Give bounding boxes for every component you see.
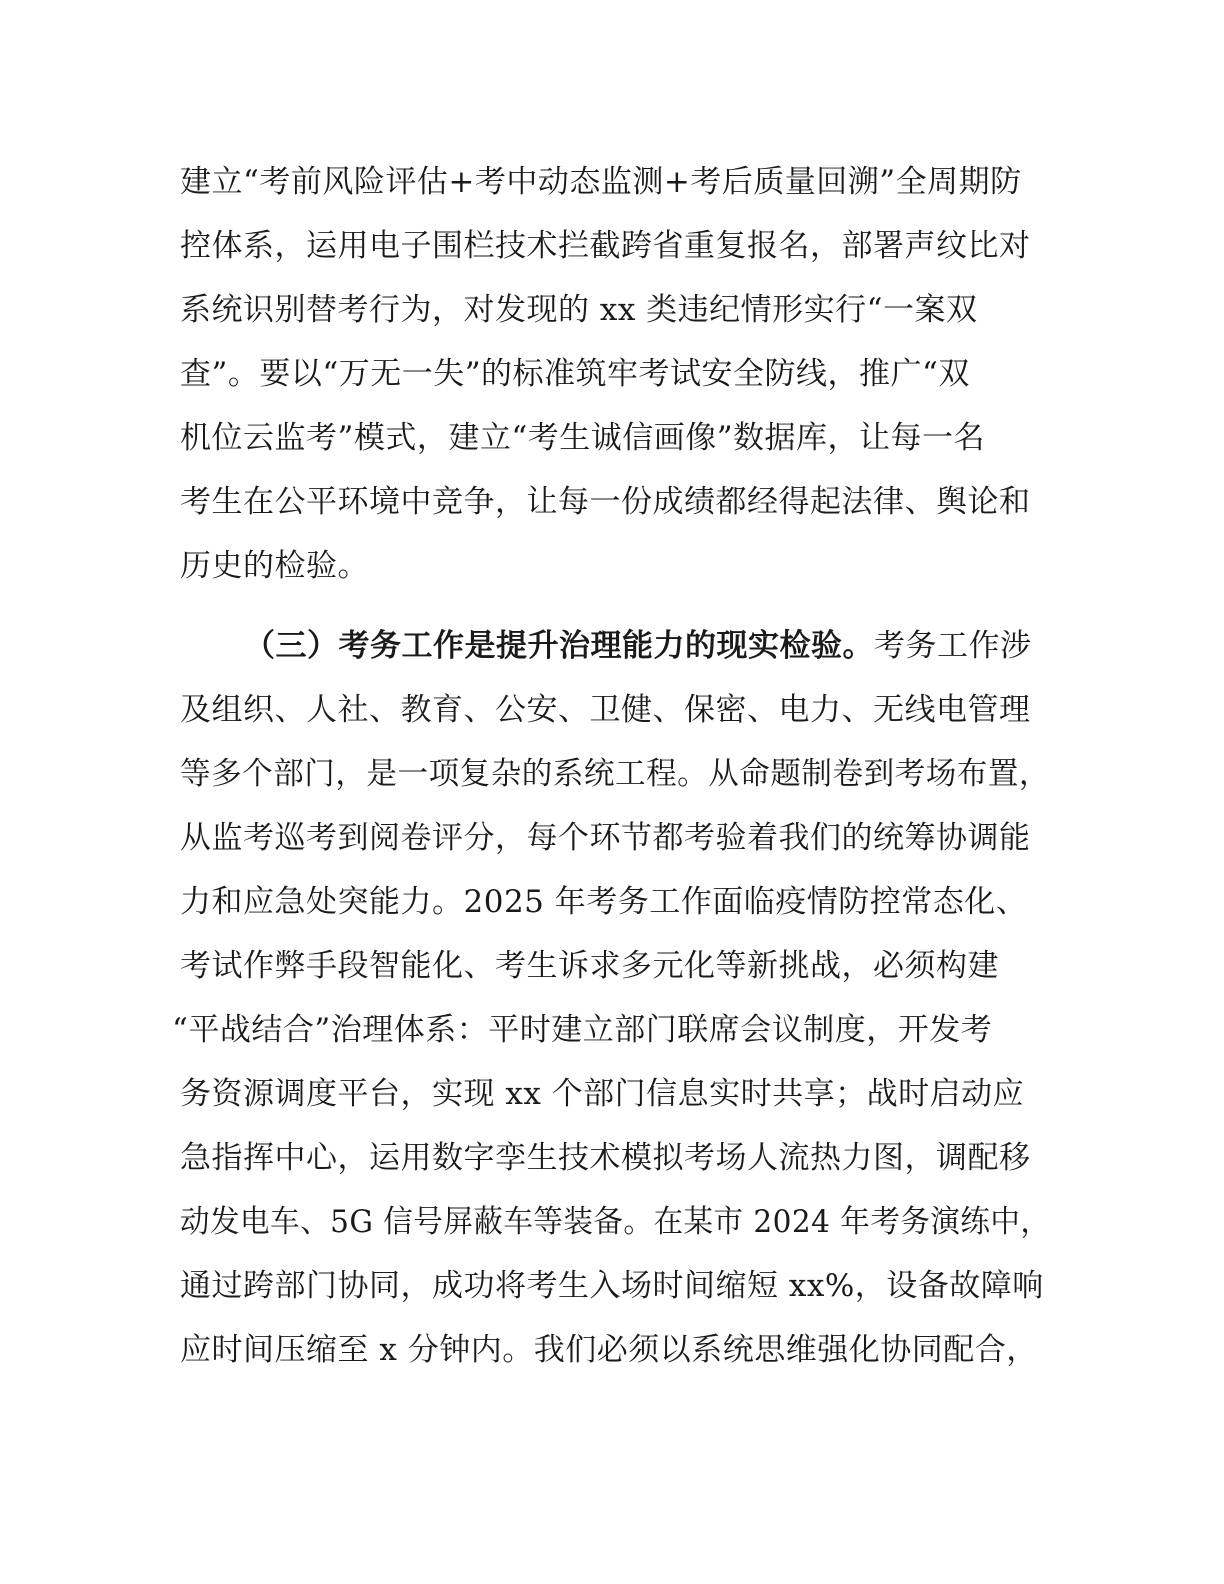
- paragraph2-line-5: 力和应急处突能力。2025 年考务工作面临疫情防控常态化、: [180, 884, 1028, 920]
- section-heading: （三）考务工作是提升治理能力的现实检验。: [244, 628, 874, 664]
- paragraph1-line-5: 机位云监考”模式，建立“考生诚信画像”数据库，让每一名: [180, 420, 986, 456]
- paragraph1-line-3: 系统识别替考行为，对发现的 xx 类违纪情形实行“一案双: [180, 292, 978, 328]
- paragraph2-line-6: 考试作弊手段智能化、考生诉求多元化等新挑战，必须构建: [180, 948, 999, 984]
- paragraph2-line-11: 通过跨部门协同，成功将考生入场时间缩短 xx%，设备故障响: [180, 1268, 1044, 1304]
- paragraph2-line-12: 应时间压缩至 x 分钟内。我们必须以系统思维强化协同配合，: [180, 1332, 1038, 1368]
- paragraph1-line-4: 查”。要以“万无一失”的标准筑牢考试安全防线，推广“双: [180, 356, 970, 392]
- paragraph2-line-10: 动发电车、5G 信号屏蔽车等装备。在某市 2024 年考务演练中，: [180, 1204, 1051, 1240]
- paragraph2-line-9: 急指挥中心，运用数字孪生技术模拟考场人流热力图，调配移: [180, 1140, 1031, 1176]
- paragraph2-line-4: 从监考巡考到阅卷评分，每个环节都考验着我们的统筹协调能: [180, 820, 1031, 856]
- paragraph1-line-2: 控体系，运用电子围栏技术拦截跨省重复报名，部署声纹比对: [180, 228, 1031, 264]
- paragraph2-first-line-rest: 考务工作涉: [874, 628, 1032, 664]
- paragraph2-first-line: [244, 626, 1032, 666]
- paragraph2-line-2: 及组织、人社、教育、公安、卫健、保密、电力、无线电管理: [180, 692, 1031, 728]
- paragraph1-line-7: 历史的检验。: [180, 548, 369, 584]
- paragraph2-line-3: 等多个部门，是一项复杂的系统工程。从命题制卷到考场布置，: [180, 756, 1051, 792]
- paragraph1-line-1: 建立“考前风险评估+考中动态监测+考后质量回溯”全周期防: [180, 164, 1022, 200]
- paragraph2-line-7: “平战结合”治理体系：平时建立部门联席会议制度，开发考: [172, 1012, 993, 1048]
- paragraph1-line-6: 考生在公平环境中竞争，让每一份成绩都经得起法律、舆论和: [180, 484, 1031, 520]
- paragraph2-line-8: 务资源调度平台，实现 xx 个部门信息实时共享；战时启动应: [180, 1076, 1025, 1112]
